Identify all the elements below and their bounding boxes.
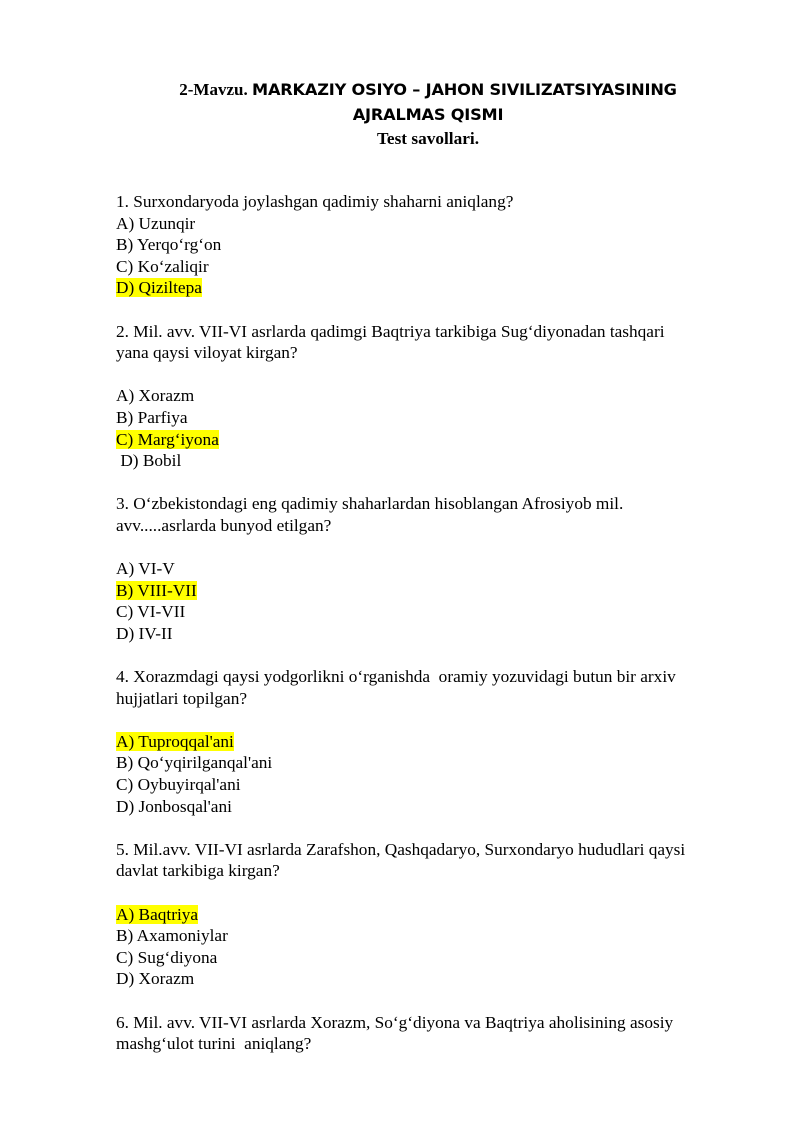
answer-option: A) VI-V [116, 559, 175, 579]
answer-option: D) Jonbosqal'ani [116, 796, 232, 816]
question-text-continued: davlat tarkibiga kirgan? [116, 861, 280, 881]
question-text: 3. O‘zbekistondagi eng qadimiy shaharlardan hisoblangan Afrosiyob mil. [116, 494, 624, 514]
topic-title-part-1: MARKAZIY OSIYO – JAHON SIVILIZATSIYASINING [252, 80, 677, 99]
answer-option: B) Qo‘yqirilganqal'ani [116, 753, 273, 773]
question-text: 2. Mil. avv. VII-VI asrlarda qadimgi Baqtriya tarkibiga Sug‘diyonadan tashqari [116, 321, 665, 341]
answer-option-correct [116, 731, 746, 753]
answer-option-correct [116, 580, 746, 602]
highlighted-answer: B) VIII-VII [116, 580, 197, 600]
question-text-continued: mashg‘ulot turini aniqlang? [116, 1034, 312, 1054]
topic-title-part-2: AJRALMAS QISMI [352, 105, 504, 124]
highlighted-answer: D) Qiziltepa [116, 278, 202, 298]
answer-option: D) IV-II [116, 623, 173, 643]
topic-prefix: 2-Mavzu. [179, 80, 248, 99]
answer-option: D) Xorazm [116, 969, 195, 989]
answer-option: C) Oybuyirqal'ani [116, 775, 241, 795]
question-text-continued: hujjatlari topilgan? [116, 688, 248, 708]
answer-option: A) Xorazm [116, 386, 195, 406]
answer-option: D) Bobil [116, 451, 182, 471]
question-block [116, 839, 746, 990]
title-line-1 [0, 78, 800, 102]
questions-list [116, 191, 746, 1055]
answer-option: A) Uzunqir [116, 213, 196, 233]
question-text: 1. Surxondaryoda joylashgan qadimiy shaharni aniqlang? [116, 192, 514, 211]
highlighted-answer: C) Marg‘iyona [116, 429, 219, 449]
question-block [116, 666, 746, 817]
question-text: 6. Mil. avv. VII-VI asrlarda Xorazm, So‘g‘diyona va Baqtriya aholisining asosiy [116, 1012, 674, 1032]
answer-option: C) Ko‘zaliqir [116, 256, 209, 276]
question-block [116, 321, 746, 472]
highlighted-answer: A) Tuproqqal'ani [116, 731, 234, 751]
answer-option: B) Parfiya [116, 407, 188, 427]
question-text-continued: yana qaysi viloyat kirgan? [116, 343, 298, 363]
answer-option: C) VI-VII [116, 602, 186, 622]
answer-option: C) Sug‘diyona [116, 947, 218, 967]
question-text: 5. Mil.avv. VII-VI asrlarda Zarafshon, Qashqadaryo, Surxondaryo hududlari qaysi [116, 839, 686, 859]
answer-option-correct [116, 904, 746, 926]
answer-option-correct [116, 429, 746, 451]
question-text: 4. Xorazmdagi qaysi yodgorlikni o‘rganishda oramiy yozuvidagi butun bir arxiv [116, 667, 676, 687]
question-block [116, 493, 746, 644]
question-block [116, 1012, 746, 1055]
document-header [0, 78, 800, 149]
answer-option-correct [116, 277, 746, 299]
question-text-continued: avv.....asrlarda bunyod etilgan? [116, 515, 332, 535]
answer-option: B) Yerqo‘rg‘on [116, 235, 222, 255]
highlighted-answer: A) Baqtriya [116, 904, 199, 924]
question-block [116, 191, 746, 299]
test-subtitle: Test savollari. [376, 129, 480, 148]
answer-option: B) Axamoniylar [116, 926, 228, 946]
